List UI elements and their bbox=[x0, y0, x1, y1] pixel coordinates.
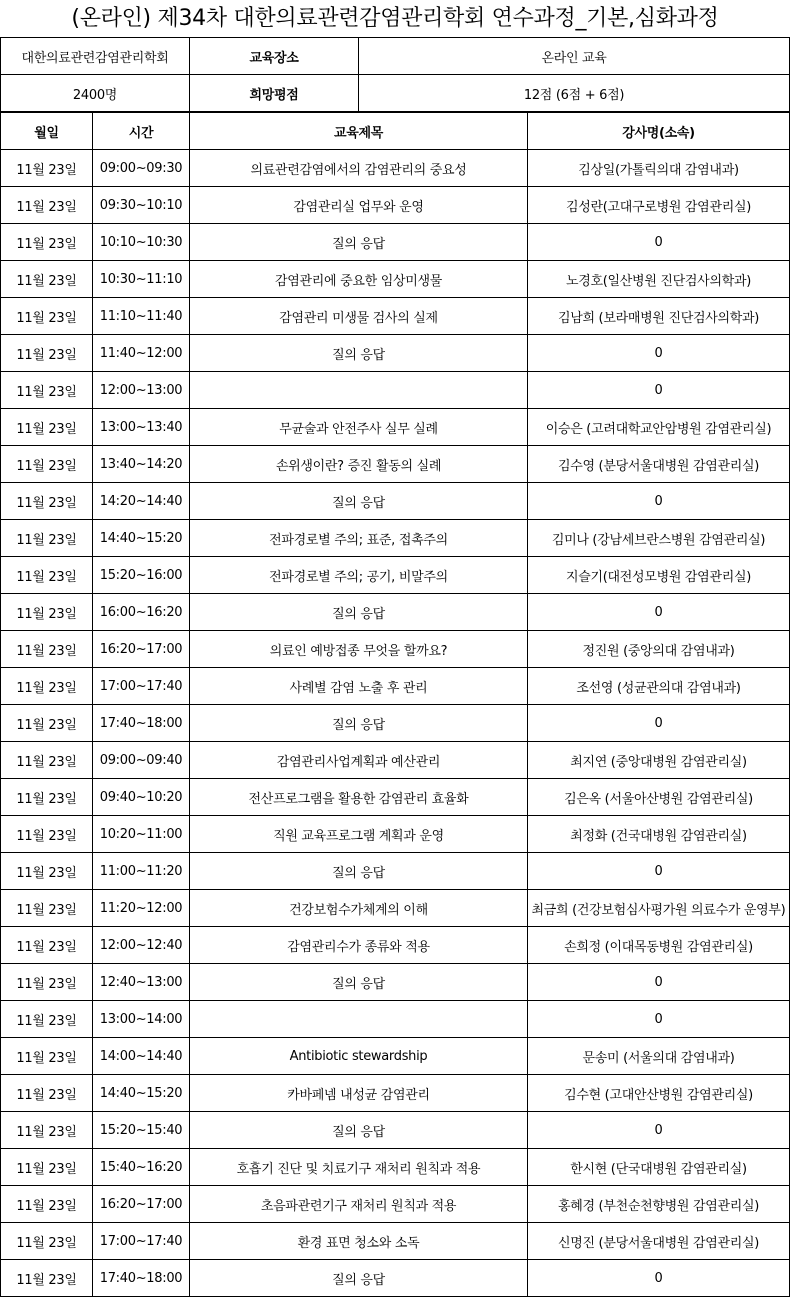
date-cell: 11월 23일 bbox=[1, 1075, 93, 1112]
time-cell: 17:40~18:00 bbox=[93, 1260, 190, 1297]
subject-cell bbox=[190, 372, 528, 409]
time-cell: 12:40~13:00 bbox=[93, 964, 190, 1001]
subject-cell: 전산프로그램을 활용한 감염관리 효율화 bbox=[190, 779, 528, 816]
table-row bbox=[1, 1260, 790, 1297]
lecturer-cell: 김상일(가톨릭의대 감염내과) bbox=[528, 150, 790, 187]
table-row bbox=[1, 668, 790, 705]
lecturer-cell: 김수현 (고대안산병원 감염관리실) bbox=[528, 1075, 790, 1112]
date-cell: 11월 23일 bbox=[1, 1260, 93, 1297]
table-row bbox=[1, 705, 790, 742]
time-cell: 16:00~16:20 bbox=[93, 594, 190, 631]
table-row bbox=[1, 1001, 790, 1038]
table-row bbox=[1, 298, 790, 335]
subject-cell: 호흡기 진단 및 치료기구 재처리 원칙과 적용 bbox=[190, 1149, 528, 1186]
subject-cell bbox=[190, 1001, 528, 1038]
lecturer-cell: 0 bbox=[528, 372, 790, 409]
table-row bbox=[1, 890, 790, 927]
table-row bbox=[1, 261, 790, 298]
lecturer-cell: 한시현 (단국대병원 감염관리실) bbox=[528, 1149, 790, 1186]
date-cell: 11월 23일 bbox=[1, 520, 93, 557]
subject-cell: 의료인 예방접종 무엇을 할까요? bbox=[190, 631, 528, 668]
time-cell: 12:00~12:40 bbox=[93, 927, 190, 964]
date-cell: 11월 23일 bbox=[1, 298, 93, 335]
lecturer-cell: 0 bbox=[528, 853, 790, 890]
date-cell: 11월 23일 bbox=[1, 1038, 93, 1075]
table-row bbox=[1, 1112, 790, 1149]
date-cell: 11월 23일 bbox=[1, 335, 93, 372]
header-time: 시간 bbox=[93, 113, 190, 150]
subject-cell: 감염관리에 중요한 임상미생물 bbox=[190, 261, 528, 298]
lecturer-cell: 손희정 (이대목동병원 감염관리실) bbox=[528, 927, 790, 964]
lecturer-cell: 최정화 (건국대병원 감염관리실) bbox=[528, 816, 790, 853]
table-row bbox=[1, 779, 790, 816]
date-cell: 11월 23일 bbox=[1, 150, 93, 187]
subject-cell: 감염관리사업계획과 예산관리 bbox=[190, 742, 528, 779]
subject-cell: 질의 응답 bbox=[190, 1260, 528, 1297]
date-cell: 11월 23일 bbox=[1, 890, 93, 927]
lecturer-cell: 홍혜경 (부천순천향병원 감염관리실) bbox=[528, 1186, 790, 1223]
time-cell: 12:00~13:00 bbox=[93, 372, 190, 409]
lecturer-cell: 김은옥 (서울아산병원 감염관리실) bbox=[528, 779, 790, 816]
date-cell: 11월 23일 bbox=[1, 261, 93, 298]
date-cell: 11월 23일 bbox=[1, 705, 93, 742]
table-row bbox=[1, 631, 790, 668]
header-subject: 교육제목 bbox=[190, 113, 528, 150]
venue-label: 교육장소 bbox=[190, 38, 359, 75]
date-cell: 11월 23일 bbox=[1, 927, 93, 964]
table-row bbox=[1, 335, 790, 372]
lecturer-cell: 김수영 (분당서울대병원 감염관리실) bbox=[528, 446, 790, 483]
date-cell: 11월 23일 bbox=[1, 779, 93, 816]
subject-cell: 감염관리수가 종류와 적용 bbox=[190, 927, 528, 964]
lecturer-cell: 0 bbox=[528, 1112, 790, 1149]
subject-cell: 질의 응답 bbox=[190, 335, 528, 372]
lecturer-cell: 김남희 (보라매병원 진단검사의학과) bbox=[528, 298, 790, 335]
subject-cell: 질의 응답 bbox=[190, 705, 528, 742]
time-cell: 09:40~10:20 bbox=[93, 779, 190, 816]
info-row-venue bbox=[1, 38, 790, 75]
table-row bbox=[1, 224, 790, 261]
date-cell: 11월 23일 bbox=[1, 1186, 93, 1223]
time-cell: 15:40~16:20 bbox=[93, 1149, 190, 1186]
lecturer-cell: 정진원 (중앙의대 감염내과) bbox=[528, 631, 790, 668]
schedule-table bbox=[0, 112, 790, 1297]
table-row bbox=[1, 964, 790, 1001]
lecturer-cell: 조선영 (성균관의대 감염내과) bbox=[528, 668, 790, 705]
time-cell: 13:00~14:00 bbox=[93, 1001, 190, 1038]
header-date: 월일 bbox=[1, 113, 93, 150]
table-row bbox=[1, 446, 790, 483]
subject-cell: 질의 응답 bbox=[190, 1112, 528, 1149]
lecturer-cell: 문송미 (서울의대 감염내과) bbox=[528, 1038, 790, 1075]
time-cell: 14:40~15:20 bbox=[93, 520, 190, 557]
time-cell: 17:40~18:00 bbox=[93, 705, 190, 742]
time-cell: 15:20~15:40 bbox=[93, 1112, 190, 1149]
date-cell: 11월 23일 bbox=[1, 816, 93, 853]
date-cell: 11월 23일 bbox=[1, 446, 93, 483]
time-cell: 17:00~17:40 bbox=[93, 668, 190, 705]
date-cell: 11월 23일 bbox=[1, 1112, 93, 1149]
subject-cell: 감염관리 미생물 검사의 실제 bbox=[190, 298, 528, 335]
time-cell: 14:20~14:40 bbox=[93, 483, 190, 520]
lecturer-cell: 지슬기(대전성모병원 감염관리실) bbox=[528, 557, 790, 594]
venue-value: 온라인 교육 bbox=[359, 38, 790, 75]
table-row bbox=[1, 1186, 790, 1223]
table-row bbox=[1, 594, 790, 631]
date-cell: 11월 23일 bbox=[1, 742, 93, 779]
date-cell: 11월 23일 bbox=[1, 1223, 93, 1260]
date-cell: 11월 23일 bbox=[1, 409, 93, 446]
time-cell: 14:40~15:20 bbox=[93, 1075, 190, 1112]
table-row bbox=[1, 816, 790, 853]
organizer-cell: 대한의료관련감염관리학회 bbox=[1, 38, 190, 75]
date-cell: 11월 23일 bbox=[1, 557, 93, 594]
date-cell: 11월 23일 bbox=[1, 1149, 93, 1186]
date-cell: 11월 23일 bbox=[1, 224, 93, 261]
time-cell: 16:20~17:00 bbox=[93, 1186, 190, 1223]
points-label: 희망평점 bbox=[190, 75, 359, 112]
subject-cell: 사례별 감염 노출 후 관리 bbox=[190, 668, 528, 705]
table-row bbox=[1, 1223, 790, 1260]
table-row bbox=[1, 1149, 790, 1186]
points-value: 12점 (6점 + 6점) bbox=[359, 75, 790, 112]
table-row bbox=[1, 1075, 790, 1112]
table-row bbox=[1, 187, 790, 224]
subject-cell: Antibiotic stewardship bbox=[190, 1038, 528, 1075]
date-cell: 11월 23일 bbox=[1, 372, 93, 409]
time-cell: 09:00~09:30 bbox=[93, 150, 190, 187]
lecturer-cell: 노경호(일산병원 진단검사의학과) bbox=[528, 261, 790, 298]
subject-cell: 손위생이란? 증진 활동의 실례 bbox=[190, 446, 528, 483]
date-cell: 11월 23일 bbox=[1, 594, 93, 631]
table-row bbox=[1, 1038, 790, 1075]
date-cell: 11월 23일 bbox=[1, 483, 93, 520]
date-cell: 11월 23일 bbox=[1, 964, 93, 1001]
subject-cell: 초음파관련기구 재처리 원칙과 적용 bbox=[190, 1186, 528, 1223]
date-cell: 11월 23일 bbox=[1, 853, 93, 890]
date-cell: 11월 23일 bbox=[1, 1001, 93, 1038]
time-cell: 13:40~14:20 bbox=[93, 446, 190, 483]
subject-cell: 질의 응답 bbox=[190, 224, 528, 261]
time-cell: 10:30~11:10 bbox=[93, 261, 190, 298]
subject-cell: 의료관련감염에서의 감염관리의 중요성 bbox=[190, 150, 528, 187]
table-row bbox=[1, 557, 790, 594]
lecturer-cell: 0 bbox=[528, 964, 790, 1001]
table-row bbox=[1, 520, 790, 557]
course-info-table bbox=[0, 37, 790, 112]
lecturer-cell: 최지연 (중앙대병원 감염관리실) bbox=[528, 742, 790, 779]
subject-cell: 질의 응답 bbox=[190, 964, 528, 1001]
subject-cell: 카바페넴 내성균 감염관리 bbox=[190, 1075, 528, 1112]
table-row bbox=[1, 927, 790, 964]
lecturer-cell: 신명진 (분당서울대병원 감염관리실) bbox=[528, 1223, 790, 1260]
subject-cell: 전파경로별 주의; 표준, 접촉주의 bbox=[190, 520, 528, 557]
time-cell: 11:40~12:00 bbox=[93, 335, 190, 372]
lecturer-cell: 0 bbox=[528, 224, 790, 261]
info-row-points bbox=[1, 75, 790, 112]
lecturer-cell: 0 bbox=[528, 594, 790, 631]
time-cell: 11:10~11:40 bbox=[93, 298, 190, 335]
time-cell: 10:10~10:30 bbox=[93, 224, 190, 261]
table-row bbox=[1, 150, 790, 187]
schedule-header-row bbox=[1, 113, 790, 150]
subject-cell: 직원 교육프로그램 계획과 운영 bbox=[190, 816, 528, 853]
schedule-body bbox=[1, 150, 790, 1297]
date-cell: 11월 23일 bbox=[1, 187, 93, 224]
capacity-cell: 2400명 bbox=[1, 75, 190, 112]
lecturer-cell: 김미나 (강남세브란스병원 감염관리실) bbox=[528, 520, 790, 557]
lecturer-cell: 김성란(고대구로병원 감염관리실) bbox=[528, 187, 790, 224]
header-lecturer: 강사명(소속) bbox=[528, 113, 790, 150]
table-row bbox=[1, 853, 790, 890]
lecturer-cell: 0 bbox=[528, 1001, 790, 1038]
date-cell: 11월 23일 bbox=[1, 631, 93, 668]
time-cell: 09:30~10:10 bbox=[93, 187, 190, 224]
time-cell: 09:00~09:40 bbox=[93, 742, 190, 779]
time-cell: 17:00~17:40 bbox=[93, 1223, 190, 1260]
lecturer-cell: 최금희 (건강보험심사평가원 의료수가 운영부) bbox=[528, 890, 790, 927]
table-row bbox=[1, 483, 790, 520]
time-cell: 11:20~12:00 bbox=[93, 890, 190, 927]
lecturer-cell: 0 bbox=[528, 705, 790, 742]
time-cell: 10:20~11:00 bbox=[93, 816, 190, 853]
subject-cell: 질의 응답 bbox=[190, 483, 528, 520]
page-title: (온라인) 제34차 대한의료관련감염관리학회 연수과정_기본,심화과정 bbox=[71, 6, 719, 31]
lecturer-cell: 0 bbox=[528, 335, 790, 372]
table-row bbox=[1, 409, 790, 446]
lecturer-cell: 0 bbox=[528, 483, 790, 520]
time-cell: 11:00~11:20 bbox=[93, 853, 190, 890]
time-cell: 14:00~14:40 bbox=[93, 1038, 190, 1075]
subject-cell: 환경 표면 청소와 소독 bbox=[190, 1223, 528, 1260]
lecturer-cell: 이승은 (고려대학교안암병원 감염관리실) bbox=[528, 409, 790, 446]
subject-cell: 건강보험수가체계의 이해 bbox=[190, 890, 528, 927]
subject-cell: 무균술과 안전주사 실무 실례 bbox=[190, 409, 528, 446]
time-cell: 15:20~16:00 bbox=[93, 557, 190, 594]
table-row bbox=[1, 742, 790, 779]
subject-cell: 감염관리실 업무와 운영 bbox=[190, 187, 528, 224]
subject-cell: 전파경로별 주의; 공기, 비말주의 bbox=[190, 557, 528, 594]
time-cell: 13:00~13:40 bbox=[93, 409, 190, 446]
time-cell: 16:20~17:00 bbox=[93, 631, 190, 668]
subject-cell: 질의 응답 bbox=[190, 853, 528, 890]
lecturer-cell: 0 bbox=[528, 1260, 790, 1297]
table-row bbox=[1, 372, 790, 409]
subject-cell: 질의 응답 bbox=[190, 594, 528, 631]
date-cell: 11월 23일 bbox=[1, 668, 93, 705]
